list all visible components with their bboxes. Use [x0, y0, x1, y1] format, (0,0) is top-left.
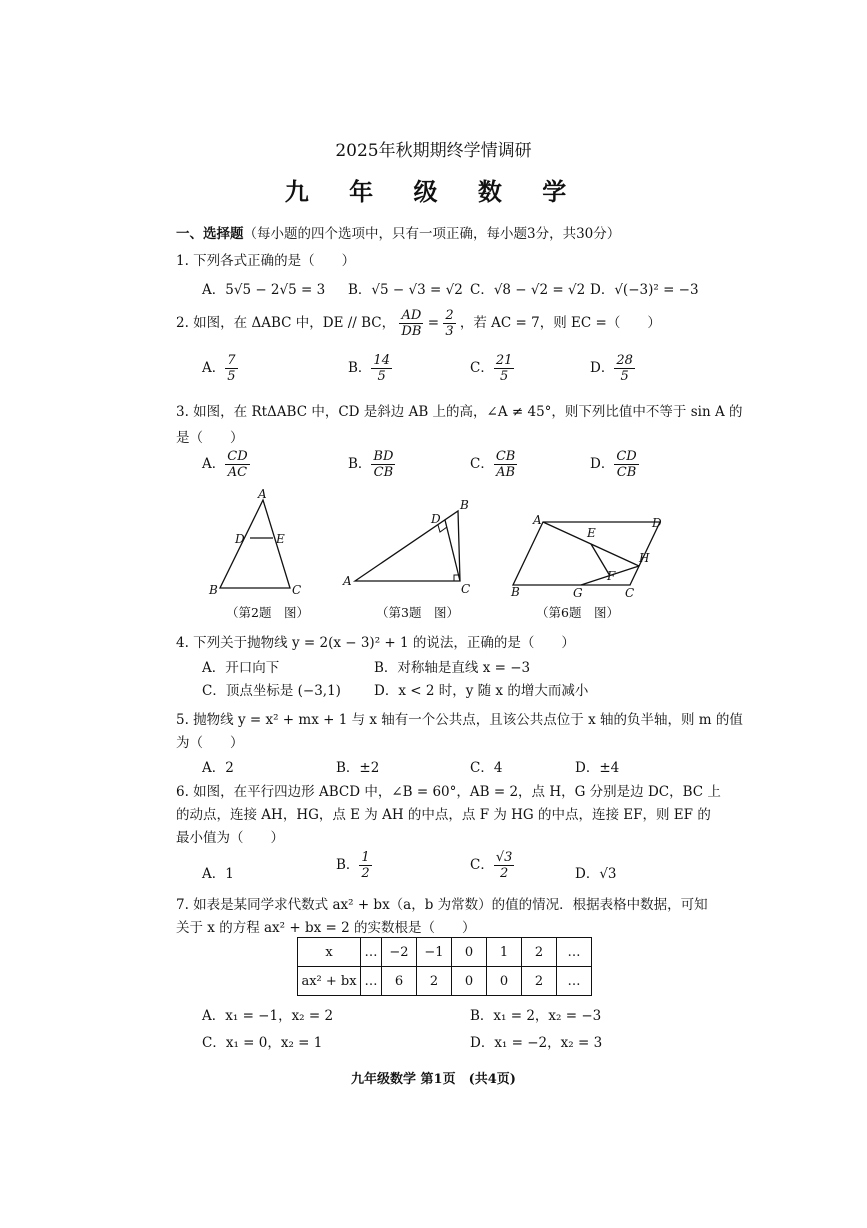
q2-option-c-num: 21 [495, 353, 513, 368]
table-cell: 2 [417, 967, 452, 996]
q3-option-c-frac [494, 449, 518, 480]
q2-option-d-den: 5 [620, 369, 629, 384]
q4-option-c: C．顶点坐标是 (−3,1) [202, 683, 341, 699]
table-cell: 0 [487, 967, 522, 996]
q3-option-c [470, 449, 517, 480]
fig2-caption: （第2题 图） [226, 605, 309, 620]
section-label: 一、选择题 [176, 226, 244, 242]
q6-option-c-frac [494, 850, 515, 881]
table-cell: 0 [452, 967, 487, 996]
fig3-label-b: B [460, 498, 469, 512]
q3-option-d-num: CD [616, 449, 637, 464]
q2-option-a [202, 353, 238, 384]
table-cell: −2 [382, 938, 417, 967]
q7-option-d: D．x₁ = −2，x₂ = 3 [470, 1035, 603, 1051]
q3-option-a-den: AC [227, 465, 248, 480]
q3-option-c-num: CB [495, 449, 516, 464]
q2-option-d-frac [614, 353, 635, 384]
q6-option-d: D．√3 [575, 866, 617, 882]
table-cell: 6 [382, 967, 417, 996]
table-cell: … [557, 938, 592, 967]
q2-ratio-fraction [399, 308, 423, 339]
q6-option-b-label: B． [336, 857, 360, 873]
q7-value-table [297, 937, 592, 996]
q6-option-c-den: 2 [499, 866, 509, 881]
fig6-label-h: H [639, 551, 650, 565]
q2-option-a-den: 5 [227, 369, 236, 384]
table-cell: 0 [452, 938, 487, 967]
q2-option-a-label: A． [202, 360, 226, 376]
q6-line1: 6. 如图，在平行四边形 ABCD 中，∠B = 60°，AB = 2，点 H，G 分别是边 DC，BC 上 [176, 784, 721, 800]
fig3-caption: （第3题 图） [376, 605, 459, 620]
q2-option-d-num: 28 [616, 353, 633, 368]
q4-option-b: B．对称轴是直线 x = −3 [374, 660, 531, 676]
q3-option-a-label: A． [202, 456, 226, 472]
q3-option-c-label: C． [470, 456, 494, 472]
fig2-label-a: A [258, 488, 267, 501]
table-cell: −1 [417, 938, 452, 967]
q6-option-a: A．1 [202, 866, 234, 882]
figure-q6-parallelogram [505, 510, 685, 600]
q3-option-d [590, 449, 639, 480]
q2-option-b-label: B． [348, 360, 372, 376]
fig6-label-b: B [511, 585, 520, 599]
q7-line1: 7. 如表是某同学求代数式 ax² + bx（a，b 为常数）的值的情况．根据表格中数据，可知 [176, 897, 708, 913]
q2-stem [176, 308, 661, 339]
q2-option-c-frac [494, 353, 515, 384]
q2-stem-b: ，若 AC = 7，则 EC =（ ） [459, 315, 661, 331]
q4-stem: 4. 下列关于抛物线 y = 2(x − 3)² + 1 的说法，正确的是（ ） [176, 635, 575, 651]
table-cell: 2 [522, 938, 557, 967]
q6-option-c-num: √3 [495, 850, 513, 865]
q3-option-d-label: D． [590, 456, 615, 472]
fig2-label-b: B [209, 583, 218, 597]
page-footer: 九年级数学 第1页 (共4页) [351, 1072, 516, 1087]
q2-option-c-label: C． [470, 360, 494, 376]
table-cell: 2 [522, 967, 557, 996]
q7-option-b: B．x₁ = 2，x₂ = −3 [470, 1008, 602, 1024]
q6-option-b-num: 1 [361, 850, 370, 865]
q2-option-a-num: 7 [227, 353, 236, 368]
q6-line2: 的动点，连接 AH，HG，点 E 为 AH 的中点，点 F 为 HG 的中点，连接 EF，则 EF 的 [176, 807, 711, 823]
exam-subtitle: 2025年秋期期终学情调研 [335, 141, 532, 161]
fig2-label-c: C [292, 583, 302, 597]
q2-value-den: 3 [445, 324, 454, 339]
q2-option-b-frac [371, 353, 392, 384]
fig6-label-a: A [533, 513, 542, 527]
q2-option-a-frac [225, 353, 237, 384]
q3-option-a [202, 449, 250, 480]
q2-equals: = [427, 315, 440, 331]
q3-option-d-den: CB [616, 465, 637, 480]
fig6-label-g: G [573, 586, 583, 600]
q2-option-b-num: 14 [373, 353, 390, 368]
q6-option-c [470, 850, 514, 881]
q3-option-b-label: B． [348, 456, 372, 472]
fig3-triangle-abc [355, 511, 460, 581]
q5-option-b: B．±2 [336, 760, 380, 776]
table-row [298, 938, 592, 967]
q3-line1: 3. 如图，在 RtΔABC 中，CD 是斜边 AB 上的高，∠A ≠ 45°，则下列比值中不等于 sin A 的 [176, 404, 743, 420]
q2-option-d-label: D． [590, 360, 615, 376]
q3-option-b-frac [371, 449, 395, 480]
q5-line1: 5. 抛物线 y = x² + mx + 1 与 x 轴有一个公共点，且该公共点位于 x 轴的负半轴，则 m 的值 [176, 712, 743, 728]
q2-option-b [348, 353, 392, 384]
q3-option-a-num: CD [227, 449, 248, 464]
section-heading [176, 222, 620, 242]
table-cell: … [557, 967, 592, 996]
q1-option-c: C．√8 − √2 = √2 [470, 282, 586, 298]
q5-option-a: A．2 [202, 760, 234, 776]
figure-q3-right-triangle [340, 495, 480, 595]
fig2-label-e: E [276, 532, 285, 546]
fig3-label-c: C [461, 582, 471, 595]
section-note: （每小题的四个选项中，只有一项正确，每小题3分，共30分） [243, 226, 621, 242]
q3-option-a-frac [225, 449, 249, 480]
q7-option-c: C．x₁ = 0，x₂ = 1 [202, 1035, 323, 1051]
q6-option-b-den: 2 [361, 866, 370, 881]
q3-option-b-num: BD [373, 449, 394, 464]
q2-stem-a: 2. 如图，在 ΔABC 中，DE // BC， [176, 315, 396, 331]
q1-stem: 1. 下列各式正确的是（ ） [176, 253, 356, 269]
q3-option-c-den: AB [496, 465, 516, 480]
q1-option-a: A．5√5 − 2√5 = 3 [202, 282, 326, 298]
q3-option-b-den: CB [373, 465, 394, 480]
fig6-label-d: D [652, 516, 662, 530]
table-cell: … [361, 938, 382, 967]
q5-option-c: C．4 [470, 760, 503, 776]
q7-line2: 关于 x 的方程 ax² + bx = 2 的实数根是（ ） [176, 920, 476, 936]
q2-option-c [470, 353, 514, 384]
q3-option-d-frac [614, 449, 638, 480]
q6-option-b-frac [359, 850, 371, 881]
q7-option-a: A．x₁ = −1，x₂ = 2 [202, 1008, 334, 1024]
q2-option-d [590, 353, 635, 384]
q2-option-c-den: 5 [499, 369, 509, 384]
q1-option-b: B．√5 − √3 = √2 [348, 282, 463, 298]
table-cell: x [298, 938, 361, 967]
q5-line2: 为（ ） [176, 735, 244, 751]
table-cell: … [361, 967, 382, 996]
q4-option-d: D．x < 2 时，y 随 x 的增大而减小 [374, 683, 589, 699]
q5-option-d: D．±4 [575, 760, 620, 776]
q2-ratio-num: AD [399, 308, 423, 324]
q3-option-b [348, 449, 395, 480]
q2-value-num: 2 [445, 308, 454, 323]
fig6-label-e: E [587, 526, 596, 540]
table-row [298, 967, 592, 996]
q2-ratio-den: DB [401, 324, 422, 339]
q6-option-b [336, 850, 372, 881]
fig3-altitude-cd [445, 520, 460, 581]
figure-q2-triangle [195, 488, 310, 600]
q6-line3: 最小值为（ ） [176, 830, 284, 846]
fig3-right-angle-d [438, 525, 447, 532]
fig6-label-c: C [625, 586, 635, 600]
q3-line2: 是（ ） [176, 430, 244, 446]
table-cell: 1 [487, 938, 522, 967]
fig2-label-d: D [235, 532, 245, 546]
q2-option-b-den: 5 [377, 369, 386, 384]
q2-value-fraction [443, 308, 455, 339]
table-cell: ax² + bx [298, 967, 361, 996]
fig3-label-d: D [431, 512, 441, 526]
fig3-label-a: A [343, 574, 352, 588]
fig6-caption: （第6题 图） [536, 605, 619, 620]
q4-option-a: A．开口向下 [202, 660, 280, 676]
exam-title: 九 年 级 数 学 [284, 177, 583, 206]
fig6-label-f: F [607, 569, 616, 583]
q6-option-c-label: C． [470, 857, 494, 873]
q1-option-d: D．√(−3)² = −3 [590, 282, 699, 298]
